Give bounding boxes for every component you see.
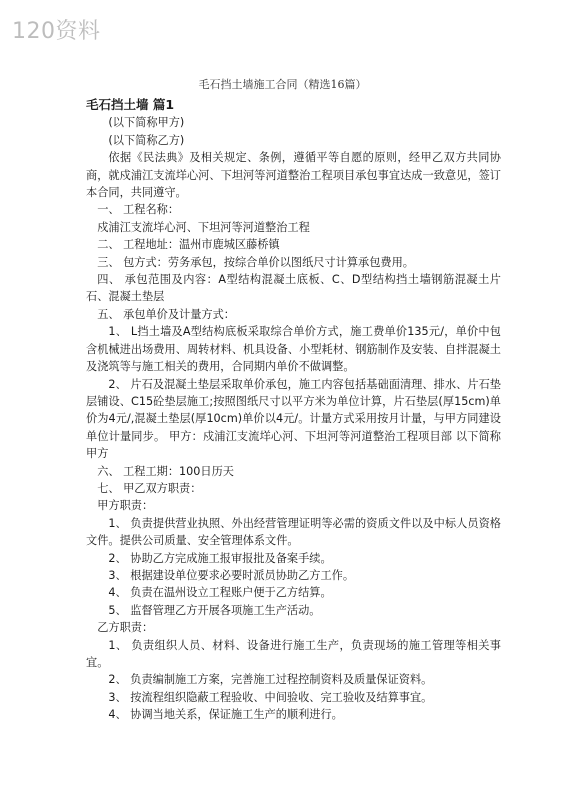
- paragraph-party-b-duty-4: 4、 协调当地关系，保证施工生产的顺利进行。: [108, 708, 343, 722]
- paragraph-party-a-duty-1: 1、 负责提供营业执照、外出经营管理证明等必需的资质文件以及中标人员资格文件。提供公司质量、安全管理体系文件。: [86, 516, 501, 548]
- paragraph-party-b-duty-3: 3、 按流程组织隐蔽工程验收、中间验收、完工验收及结算事宜。: [108, 690, 433, 704]
- paragraph-project-name-label: 一、 工程名称：: [97, 203, 180, 217]
- section-heading: 毛石挡土墙 篇1: [86, 97, 175, 112]
- paragraph-party-a-duty-3: 3、 根据建设单位要求必要时派员协助乙方工作。: [108, 568, 355, 582]
- paragraph-pricing-item-1: 1、 L挡土墙及A型结构底板采取综合单价方式，施工费单价135元/，单价中包含机械进出场费用、周转材料、机具设备、小型耗材、钢筋制作及安装、自拌混凝土及浇筑等与施工相关的费用，合同期内单价不做调整。: [86, 325, 501, 374]
- paragraph-duration: 六、 工程工期：100日历天: [97, 464, 234, 478]
- paragraph-party-b-duty-2: 2、 负责编制施工方案，完善施工过程控制资料及质量保证资料。: [108, 673, 433, 687]
- paragraph-pricing-heading: 五、 承包单价及计量方式：: [97, 307, 235, 321]
- paragraph-party-a-duty-5: 5、 监督管理乙方开展各项施工生产活动。: [108, 603, 321, 617]
- paragraph-contract-method: 三、 包方式：劳务承包，按综合单价以图纸尺寸计算承包费用。: [97, 255, 414, 269]
- document-body: [86, 96, 501, 724]
- document-title: 毛石挡土墙施工合同（精选16篇）: [198, 78, 367, 91]
- paragraph-pricing-item-2: 2、 片石及混凝土垫层采取单价承包，施工内容包括基础面清理、排水、片石垫层铺设、C15砼垫层施工;按照图纸尺寸以平方米为单位计算，片石垫层(厚15cm)单价为4元/,混凝土垫层(厚10cm)单价以4元/。计量方式采用按月计量，与甲方同建设单位计量同步。 甲方：戍浦江支流垟心河、下坦河等河道整治工程项目部 以下简称甲方: [86, 377, 501, 461]
- paragraph-scope: 四、 承包范围及内容：A型结构混凝土底板、C、D型结构挡土墙钢筋混凝土片石、混凝土垫层: [86, 273, 501, 304]
- paragraph-party-b: (以下简称乙方): [108, 133, 185, 147]
- paragraph-duties-heading: 七、 甲乙双方职责：: [97, 481, 202, 495]
- paragraph-preamble: 依据《民法典》及相关规定、条例，遵循平等自愿的原则，经甲乙双方共同协商，就戍浦江支流垟心河、下坦河等河道整治工程项目承包事宜达成一致意见，签订本合同，共同遵守。: [86, 151, 501, 200]
- paragraph-party-a-duty-4: 4、 负责在温州设立工程账户便于乙方结算。: [108, 586, 332, 600]
- paragraph-party-b-duty-1: 1、 负责组织人员、材料、设备进行施工生产，负责现场的施工管理等相关事宜。: [86, 638, 501, 669]
- paragraph-party-a: (以下简称甲方): [108, 116, 185, 130]
- paragraph-project-name: 戍浦江支流垟心河、下坦河等河道整治工程: [97, 220, 310, 234]
- paragraph-party-a-duties-label: 甲方职责：: [97, 499, 154, 513]
- paragraph-party-b-duties-label: 乙方职责：: [97, 621, 154, 635]
- paragraph-party-a-duty-2: 2、 协助乙方完成施工报审报批及备案手续。: [108, 551, 332, 565]
- paragraph-project-address: 二、 工程地址：温州市鹿城区藤桥镇: [97, 238, 280, 252]
- watermark-logo: 120资料: [12, 19, 101, 44]
